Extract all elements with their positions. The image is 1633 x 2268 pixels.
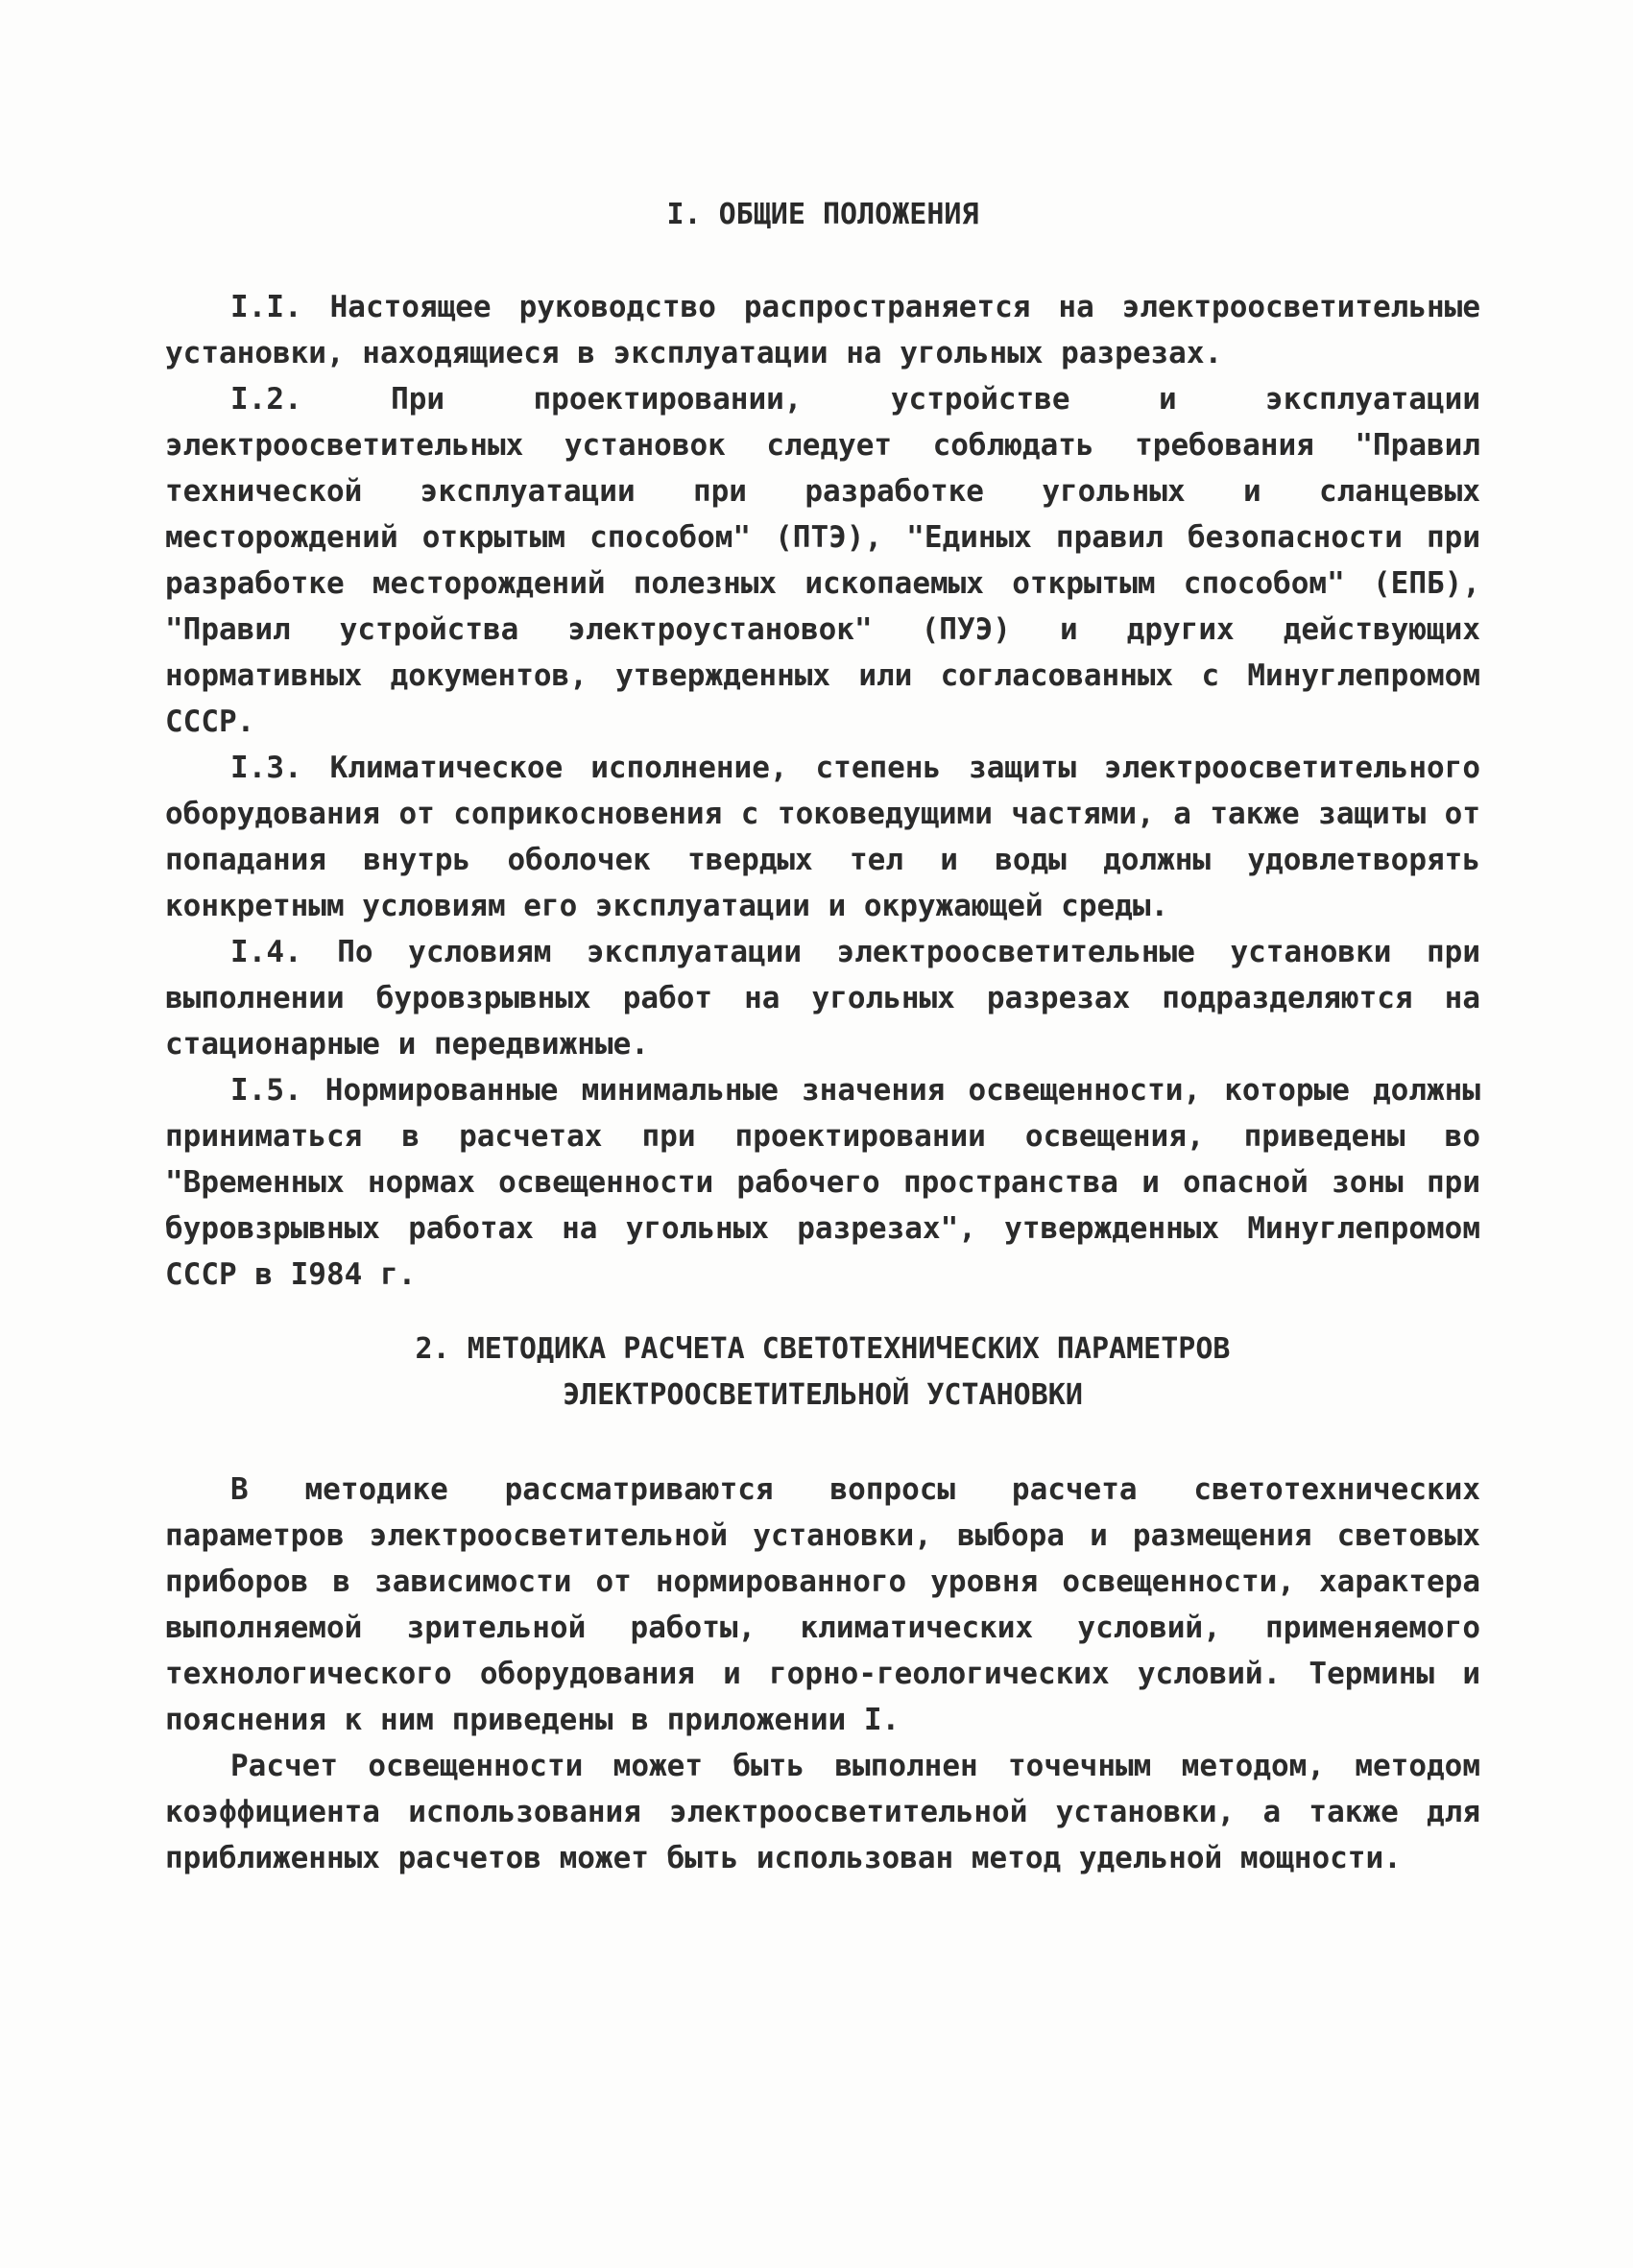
section-1-title: I. ОБЩИЕ ПОЛОЖЕНИЯ [666,198,979,231]
section-2-title-line-2: ЭЛЕКТРООСВЕТИТЕЛЬНОЙ УСТАНОВКИ [563,1378,1083,1412]
paragraph-1-4: I.4. По условиям эксплуатации электроосветительные установки при выполнении буровзрывных работ на угольных разрезах подразделяются на стационарные и передвижные. [165,935,1480,1062]
paragraph-1-1: I.I. Настоящее руководство распространяется на электроосветительные установки, находящиеся в эксплуатации на угольных разрезах. [165,290,1480,370]
paragraph-1-3: I.3. Климатическое исполнение, степень защиты электроосветительного оборудования от соприкосновения с токоведущими частями, а также защиты от попадания внутрь оболочек твердых тел и воды должны удовлетворять конкретным условиям его эксплуатации и окружающей среды. [165,751,1480,923]
document-body [165,192,1480,1881]
paragraph-1-5: I.5. Нормированные минимальные значения освещенности, которые должны приниматься в расчетах при проектировании освещения, приведены во "Временных нормах освещенности рабочего пространства и опасной зоны при буровзрывных работах на угольных разрезах", утвержденных Минуглепромом СССР в I984 г. [165,1073,1480,1292]
section-2-title-line-1: 2. МЕТОДИКА РАСЧЕТА СВЕТОТЕХНИЧЕСКИХ ПАРАМЕТРОВ [415,1332,1231,1366]
paragraph-1-2: I.2. При проектировании, устройстве и эксплуатации электроосветительных установок следует соблюдать требования "Правил технической эксплуатации при разработке угольных и сланцевых месторождений открытым способом" (ПТЭ), "Единых правил безопасности при разработке месторождений полезных ископаемых открытым способом" (ЕПБ), "Правил устройства электроустановок" (ПУЭ) и других действующих нормативных документов, утвержденных или согласованных с Минуглепромом СССР. [165,382,1480,739]
paragraph-2-2: Расчет освещенности может быть выполнен точечным методом, методом коэффициента использования электроосветительной установки, а также для приближенных расчетов может быть использован метод удельной мощности. [165,1749,1480,1875]
paragraph-2-1: В методике рассматриваются вопросы расчета светотехнических параметров электроосветительной установки, выбора и размещения световых приборов в зависимости от нормированного уровня освещенности, характера выполняемой зрительной работы, климатических условий, применяемого технологического оборудования и горно-геологических условий. Термины и пояснения к ним приведены в приложении I. [165,1472,1480,1737]
section-2-title [165,1326,1480,1419]
